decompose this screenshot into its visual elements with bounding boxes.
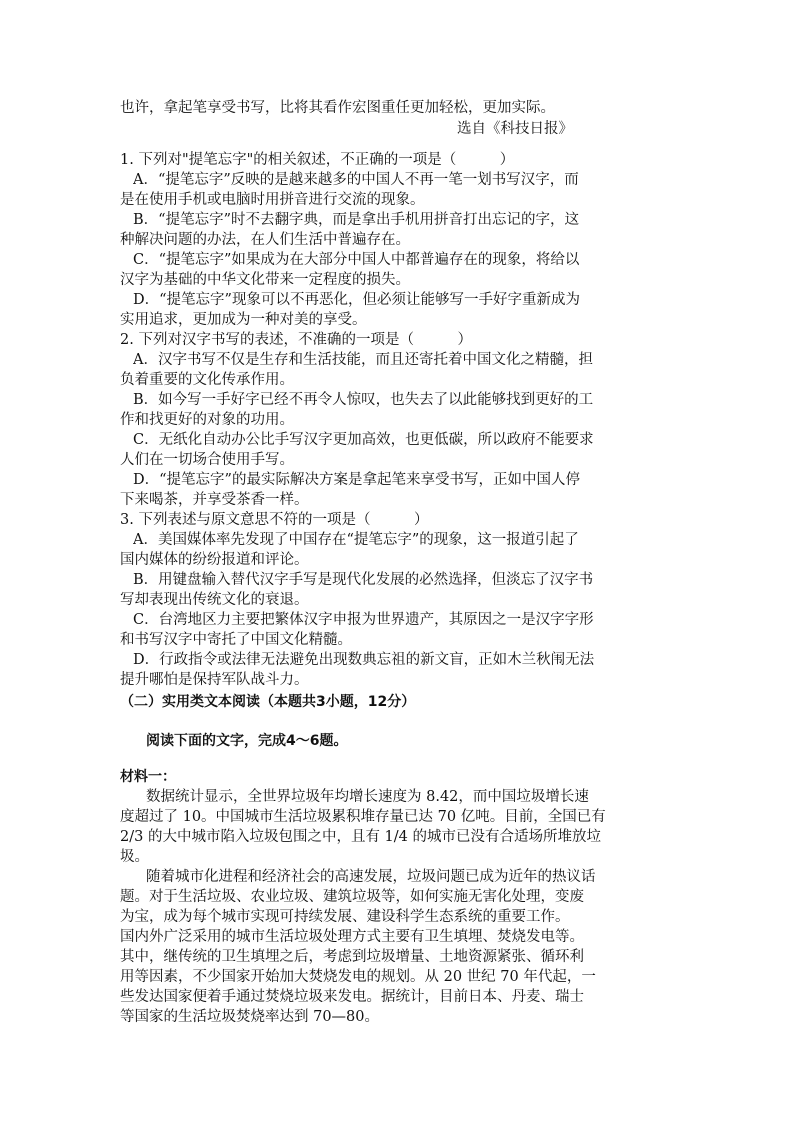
- material-paragraph-1-line-2: 度超过了 10。中国城市生活垃圾累积堆存量已达 70 亿吨。目前，全国已有: [120, 809, 606, 825]
- material-paragraph-1-line-4: 圾。: [120, 849, 149, 865]
- question-3-option-b-cont: 写却表现出传统文化的衰退。: [120, 592, 309, 608]
- material-paragraph-2-line-3: 为宝，成为每个城市实现可持续发展、建设科学生态系统的重要工作。: [120, 909, 570, 925]
- question-1-option-c: C．“提笔忘字”如果成为在大部分中国人中都普遍存在的现象，将给以: [133, 252, 580, 268]
- question-3-option-c: C．台湾地区力主要把繁体汉字申报为世界遗产，其原因之一是汉字字形: [133, 612, 594, 628]
- question-2-stem: 2. 下列对汉字书写的表述，不准确的一项是（ ）: [120, 332, 472, 348]
- question-2-option-b: B．如今写一手好字已经不再令人惊叹，也失去了以此能够找到更好的工: [133, 392, 594, 408]
- question-2-option-c-cont: 人们在一切场合使用手写。: [120, 452, 294, 468]
- question-2-option-a-cont: 负着重要的文化传承作用。: [120, 372, 294, 388]
- material-paragraph-1-line-3: 2/3 的大中城市陷入垃圾包围之中，且有 1/4 的城市已没有合适场所堆放垃: [120, 829, 601, 845]
- material-label: 材料一：: [120, 769, 176, 785]
- question-2-option-d: D．“提笔忘字”的最实际解决方案是拿起笔来享受书写，正如中国人停: [133, 472, 580, 488]
- question-2-option-b-cont: 作和找更好的对象的功用。: [120, 412, 294, 428]
- material-paragraph-2-line-1: 随着城市化进程和经济社会的高速发展，垃圾问题已成为近年的热议话: [146, 869, 596, 885]
- question-1-option-b: B．“提笔忘字”时不去翻字典，而是拿出手机用拼音打出忘记的字，这: [133, 212, 579, 228]
- question-1-option-d: D．“提笔忘字”现象可以不再恶化，但必须让能够写一手好字重新成为: [133, 292, 580, 308]
- material-paragraph-3-line-1: 国内外广泛采用的城市生活垃圾处理方式主要有卫生填埋、焚烧发电等。: [120, 929, 584, 945]
- question-2-option-d-cont: 下来喝茶，并享受茶香一样。: [120, 492, 309, 508]
- material-paragraph-3-line-4: 些发达国家便着手通过焚烧垃圾来发电。据统计，目前日本、丹麦、瑞士: [120, 989, 584, 1005]
- question-1-option-a: A．“提笔忘字”反映的是越来越多的中国人不再一笔一划书写汉字，而: [133, 172, 579, 188]
- question-1-stem: 1. 下列对"提笔忘字"的相关叙述，不正确的一项是（ ）: [120, 152, 515, 168]
- material-paragraph-2-line-2: 题。对于生活垃圾、农业垃圾、建筑垃圾等，如何实施无害化处理，变废: [120, 889, 584, 905]
- reading-instruction: 阅读下面的文字，完成4～6题。: [146, 733, 348, 749]
- question-3-option-a-cont: 国内媒体的纷纷报道和评论。: [120, 552, 309, 568]
- question-2-option-c: C．无纸化自动办公比手写汉字更加高效，也更低碳，所以政府不能要求: [133, 432, 594, 448]
- question-3-option-b: B．用键盘输入替代汉字手写是现代化发展的必然选择，但淡忘了汉字书: [133, 572, 594, 588]
- material-paragraph-3-line-2: 其中，继传统的卫生填埋之后，考虑到垃圾增量、土地资源紧张、循环利: [120, 949, 584, 965]
- question-3-option-d: D．行政指令或法律无法避免出现数典忘祖的新文盲，正如木兰秋闱无法: [133, 652, 595, 668]
- material-paragraph-3-line-5: 等国家的生活垃圾焚烧率达到 70—80。: [120, 1009, 380, 1025]
- question-1-option-b-cont: 种解决问题的办法，在人们生活中普遍存在。: [120, 232, 410, 248]
- question-3-option-d-cont: 提升哪怕是保持军队战斗力。: [120, 672, 309, 688]
- question-3-stem: 3. 下列表述与原文意思不符的一项是（ ）: [120, 512, 429, 528]
- section-heading: （二）实用类文本阅读（本题共3小题，12分）: [120, 694, 416, 710]
- question-3-option-a: A．美国媒体率先发现了中国存在“提笔忘字”的现象，这一报道引起了: [133, 532, 579, 548]
- question-1-option-a-cont: 是在使用手机或电脑时用拼音进行交流的现象。: [120, 192, 425, 208]
- source-citation: 选自《科技日报》: [457, 121, 573, 137]
- question-2-option-a: A．汉字书写不仅是生存和生活技能，而且还寄托着中国文化之精髓，担: [133, 352, 593, 368]
- material-paragraph-1-line-1: 数据统计显示，全世界垃圾年均增长速度为 8.42，而中国垃圾增长速: [146, 789, 589, 805]
- material-paragraph-3-line-3: 用等因素，不少国家开始加大焚烧发电的规划。从 20 世纪 70 年代起，一: [120, 969, 596, 985]
- question-1-option-c-cont: 汉字为基础的中华文化带来一定程度的损失。: [120, 272, 410, 288]
- question-3-option-c-cont: 和书写汉字中寄托了中国文化精髓。: [120, 632, 352, 648]
- question-1-option-d-cont: 实用追求，更加成为一种对美的享受。: [120, 312, 367, 328]
- intro-line: 也许，拿起笔享受书写，比将其看作宏图重任更加轻松，更加实际。: [120, 100, 555, 116]
